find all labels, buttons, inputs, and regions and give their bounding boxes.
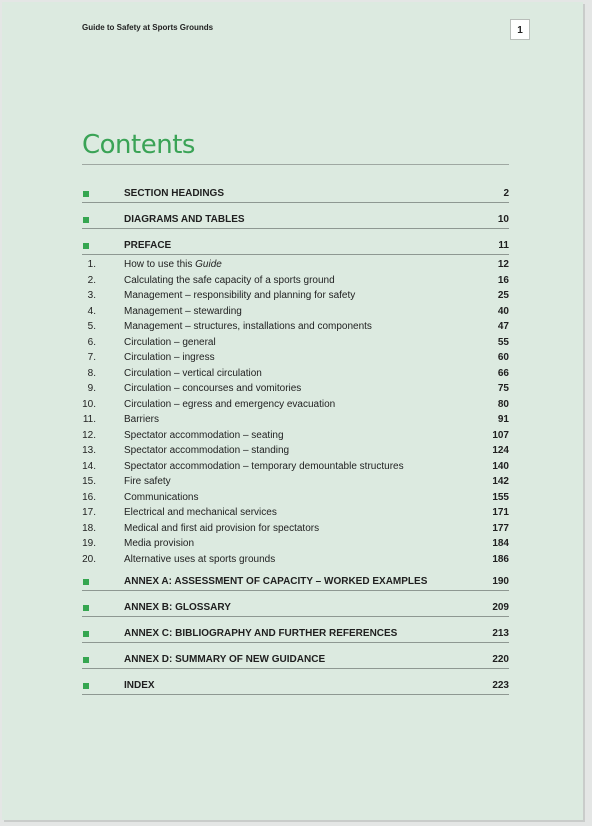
toc-chapter-6[interactable] <box>82 337 509 351</box>
chapter-number: 10. <box>82 398 96 410</box>
chapter-page: 91 <box>497 414 509 425</box>
toc-section-label: PREFACE <box>124 240 172 251</box>
toc-chapter-1[interactable] <box>82 259 509 273</box>
chapter-title: Management – responsibility and planning for safety <box>124 290 356 301</box>
toc-chapter-14[interactable] <box>82 461 509 475</box>
chapter-page: 186 <box>492 553 509 565</box>
chapter-title: Management – structures, installations and components <box>124 321 372 332</box>
chapter-number: 18. <box>82 522 96 534</box>
square-bullet-icon <box>83 579 89 585</box>
chapter-page: 124 <box>492 445 509 456</box>
chapter-page: 25 <box>497 290 509 301</box>
toc-section-page: 209 <box>492 602 509 613</box>
contents-title: Contents <box>82 130 195 160</box>
chapter-title: Circulation – vertical circulation <box>124 367 262 379</box>
toc-chapter-20[interactable] <box>82 554 509 568</box>
toc-section-label: INDEX <box>124 680 155 691</box>
toc-chapter-17[interactable] <box>82 507 509 521</box>
toc-chapter-11[interactable] <box>82 414 509 428</box>
toc-section-label: ANNEX D: SUMMARY OF NEW GUIDANCE <box>124 654 326 665</box>
chapter-title: Spectator accommodation – standing <box>124 445 290 456</box>
toc-chapter-5[interactable] <box>82 321 509 335</box>
toc-chapter-13[interactable] <box>82 445 509 459</box>
chapter-number: 13. <box>82 445 96 456</box>
chapter-title: Spectator accommodation – temporary demountable structures <box>124 460 404 472</box>
chapter-title: Circulation – concourses and vomitories <box>124 383 302 394</box>
square-bullet-icon <box>83 191 89 197</box>
toc-section-annex-a[interactable] <box>82 576 509 591</box>
square-bullet-icon <box>83 631 89 637</box>
square-bullet-icon <box>83 657 89 663</box>
chapter-page: 55 <box>497 336 509 348</box>
chapter-title-italic: Guide <box>195 259 222 270</box>
chapter-page: 16 <box>497 274 509 286</box>
toc-chapter-15[interactable] <box>82 476 509 490</box>
chapter-page: 155 <box>492 491 509 503</box>
chapter-number: 4. <box>87 305 96 317</box>
toc-section-page: 220 <box>492 654 509 665</box>
toc-section-diagrams-and-tables[interactable] <box>82 214 509 229</box>
toc-section-label: ANNEX A: ASSESSMENT OF CAPACITY – WORKED EXAMPLES <box>124 576 428 587</box>
chapter-page: 184 <box>492 538 509 549</box>
chapter-page: 177 <box>492 522 509 534</box>
chapter-page: 142 <box>492 476 509 487</box>
chapter-page: 107 <box>492 429 509 441</box>
chapter-title: Alternative uses at sports grounds <box>124 553 276 565</box>
chapter-title: Circulation – ingress <box>124 352 215 363</box>
chapter-page: 66 <box>497 367 509 379</box>
chapter-title: Management – stewarding <box>124 305 242 317</box>
toc-section-label: SECTION HEADINGS <box>124 188 225 199</box>
toc-section-label: ANNEX B: GLOSSARY <box>124 602 231 613</box>
chapter-page: 47 <box>497 321 509 332</box>
toc-chapter-19[interactable] <box>82 538 509 552</box>
chapter-title: Calculating the safe capacity of a sports ground <box>124 274 335 286</box>
toc-section-section-headings[interactable] <box>82 188 509 203</box>
chapter-number: 3. <box>87 290 96 301</box>
toc-section-annex-d[interactable] <box>82 654 509 669</box>
page-number-box: 1 <box>510 19 530 40</box>
toc-chapter-10[interactable] <box>82 399 509 413</box>
chapter-number: 11. <box>82 414 96 425</box>
toc-section-annex-b[interactable] <box>82 602 509 617</box>
chapter-number: 12. <box>82 429 96 441</box>
title-rule <box>82 164 509 165</box>
toc-section-page: 11 <box>498 240 509 251</box>
square-bullet-icon <box>83 217 89 223</box>
chapter-title: Barriers <box>124 414 160 425</box>
toc-chapter-3[interactable] <box>82 290 509 304</box>
chapter-title: Media provision <box>124 538 195 549</box>
toc-section-label: DIAGRAMS AND TABLES <box>124 214 245 225</box>
toc-chapter-7[interactable] <box>82 352 509 366</box>
chapter-number: 5. <box>87 321 96 332</box>
toc-chapter-12[interactable] <box>82 430 509 444</box>
toc-chapter-18[interactable] <box>82 523 509 537</box>
chapter-title: Electrical and mechanical services <box>124 507 277 518</box>
toc-section-page: 10 <box>497 214 509 225</box>
chapter-number: 6. <box>87 336 96 348</box>
chapter-title: Fire safety <box>124 476 171 487</box>
chapter-page: 75 <box>497 383 509 394</box>
toc-section-index[interactable] <box>82 680 509 695</box>
toc-chapter-2[interactable] <box>82 275 509 289</box>
toc-section-page: 213 <box>492 628 509 639</box>
chapter-number: 1. <box>87 259 96 270</box>
chapter-number: 14. <box>82 460 96 472</box>
chapter-page: 60 <box>497 352 509 363</box>
chapter-page: 171 <box>492 507 509 518</box>
toc-chapter-4[interactable] <box>82 306 509 320</box>
toc-chapter-9[interactable] <box>82 383 509 397</box>
chapter-page: 140 <box>492 460 509 472</box>
toc-chapter-16[interactable] <box>82 492 509 506</box>
square-bullet-icon <box>83 243 89 249</box>
chapter-title: Circulation – egress and emergency evacuation <box>124 398 336 410</box>
toc-section-page: 190 <box>492 576 509 587</box>
chapter-number: 16. <box>82 491 96 503</box>
chapter-number: 17. <box>82 507 96 518</box>
chapter-title: Medical and first aid provision for spectators <box>124 522 320 534</box>
toc-section-annex-c[interactable] <box>82 628 509 643</box>
chapter-page: 80 <box>497 398 509 410</box>
chapter-number: 20. <box>82 553 96 565</box>
chapter-title: Communications <box>124 491 199 503</box>
chapter-number: 7. <box>87 352 96 363</box>
toc-section-label: ANNEX C: BIBLIOGRAPHY AND FURTHER REFERENCES <box>124 628 398 639</box>
square-bullet-icon <box>83 605 89 611</box>
chapter-page: 40 <box>497 305 509 317</box>
chapter-number: 9. <box>87 383 96 394</box>
document-page <box>2 2 583 820</box>
chapter-title: Circulation – general <box>124 336 216 348</box>
toc-section-page: 223 <box>492 680 509 691</box>
running-header: Guide to Safety at Sports Grounds <box>82 23 214 32</box>
chapter-number: 8. <box>87 367 96 379</box>
toc-section-preface[interactable] <box>82 240 509 255</box>
chapter-number: 2. <box>87 274 96 286</box>
chapter-number: 15. <box>82 476 96 487</box>
chapter-number: 19. <box>82 538 96 549</box>
square-bullet-icon <box>83 683 89 689</box>
chapter-title: Spectator accommodation – seating <box>124 429 284 441</box>
chapter-title: How to use this Guide <box>124 259 222 270</box>
toc-chapter-8[interactable] <box>82 368 509 382</box>
chapter-page: 12 <box>497 259 509 270</box>
toc-section-page: 2 <box>503 188 509 199</box>
